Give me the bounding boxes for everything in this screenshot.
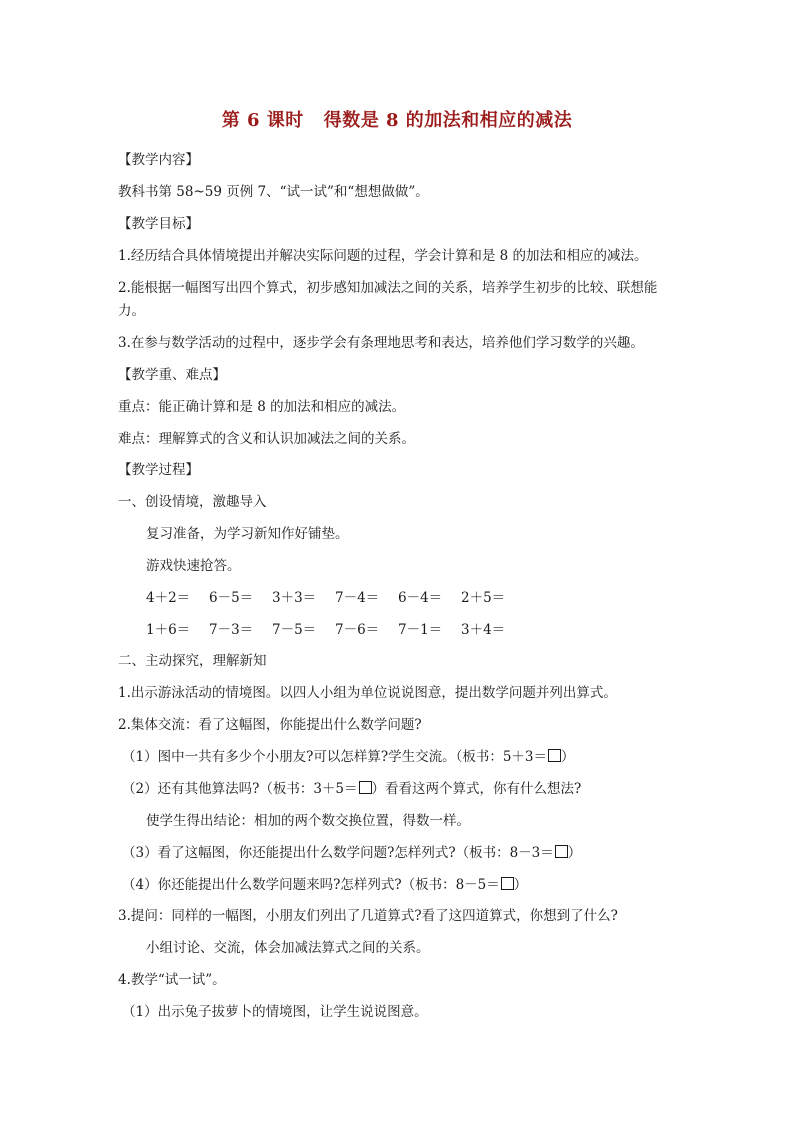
- part-2-step-4: 4.教学“试一试”。: [118, 972, 226, 988]
- quiz-item: 7－1＝: [398, 622, 443, 638]
- quiz-item: 7－3＝: [209, 622, 254, 638]
- section-heading-goals: 【教学目标】: [118, 216, 199, 232]
- question-3: （3）看了这幅图，你还能提出什么数学问题?怎样列式?（板书：8－3＝ ）: [122, 845, 582, 861]
- question-2-conclusion: 使学生得出结论：相加的两个数交换位置，得数一样。: [146, 813, 470, 829]
- goal-3: 3.在参与数学活动的过程中，逐步学会有条理地思考和表达，培养他们学习数学的兴趣。: [118, 335, 644, 351]
- quiz-item: 4＋2＝: [146, 590, 191, 606]
- goal-2-line-2: 力。: [118, 303, 145, 319]
- goal-2-line-1: 2.能根据一幅图写出四个算式，初步感知加减法之间的关系，培养学生初步的比较、联想能: [118, 280, 658, 296]
- section-heading-key-points: 【教学重、难点】: [118, 367, 226, 383]
- part-1-review: 复习准备，为学习新知作好铺垫。: [146, 526, 349, 542]
- part-2-step-2: 2.集体交流：看了这幅图，你能提出什么数学问题?: [118, 717, 422, 733]
- part-2-step-3: 3.提问：同样的一幅图，小朋友们列出了几道算式?看了这四道算式，你想到了什么?: [118, 908, 618, 924]
- answer-box: [501, 877, 514, 890]
- part-2-step-1: 1.出示游泳活动的情境图。以四人小组为单位说说图意，提出数学问题并列出算式。: [118, 685, 617, 701]
- goal-1: 1.经历结合具体情境提出并解决实际问题的过程，学会计算和是 8 的加法和相应的减法。: [118, 248, 648, 264]
- answer-box: [359, 781, 372, 794]
- section-heading-content: 【教学内容】: [118, 152, 199, 168]
- part-2-heading: 二、主动探究，理解新知: [118, 653, 267, 669]
- section-heading-process: 【教学过程】: [118, 462, 199, 478]
- lesson-topic: 得数是 8 的加法和相应的减法: [323, 110, 573, 131]
- quiz-item: 3＋4＝: [461, 622, 506, 638]
- quiz-item: 2＋5＝: [461, 590, 506, 606]
- quiz-item: 6－5＝: [209, 590, 254, 606]
- quiz-item: 7－5＝: [272, 622, 317, 638]
- question-1: （1）图中一共有多少个小朋友?可以怎样算?学生交流。（板书：5＋3＝ ）: [122, 749, 575, 765]
- question-2: （2）还有其他算法吗?（板书：3＋5＝ ）看看这两个算式，你有什么想法?: [122, 781, 582, 797]
- part-1-heading: 一、创设情境，激趣导入: [118, 494, 267, 510]
- quiz-row-1: [146, 588, 524, 608]
- question-4: （4）你还能提出什么数学问题来吗?怎样列式?（板书：8－5＝ ）: [122, 877, 528, 893]
- quiz-item: 3＋3＝: [272, 590, 317, 606]
- answer-box: [555, 845, 568, 858]
- content-text: 教科书第 58~59 页例 7、“试一试”和“想想做做”。: [118, 184, 429, 200]
- quiz-item: 6－4＝: [398, 590, 443, 606]
- lesson-number: 第 6 课时: [221, 110, 304, 131]
- key-point: 重点：能正确计算和是 8 的加法和相应的减法。: [118, 399, 406, 415]
- difficult-point: 难点：理解算式的含义和认识加减法之间的关系。: [118, 431, 415, 447]
- part-2-step-3-discussion: 小组讨论、交流，体会加减法算式之间的关系。: [146, 940, 430, 956]
- part-2-step-4-item-1: （1）出示兔子拔萝卜的情境图，让学生说说图意。: [122, 1004, 428, 1020]
- answer-box: [548, 749, 561, 762]
- quiz-item: 1＋6＝: [146, 622, 191, 638]
- quiz-item: 7－6＝: [335, 622, 380, 638]
- lesson-title: [0, 106, 794, 132]
- quiz-row-2: [146, 620, 524, 640]
- quiz-item: 7－4＝: [335, 590, 380, 606]
- part-1-game: 游戏快速抢答。: [146, 558, 241, 574]
